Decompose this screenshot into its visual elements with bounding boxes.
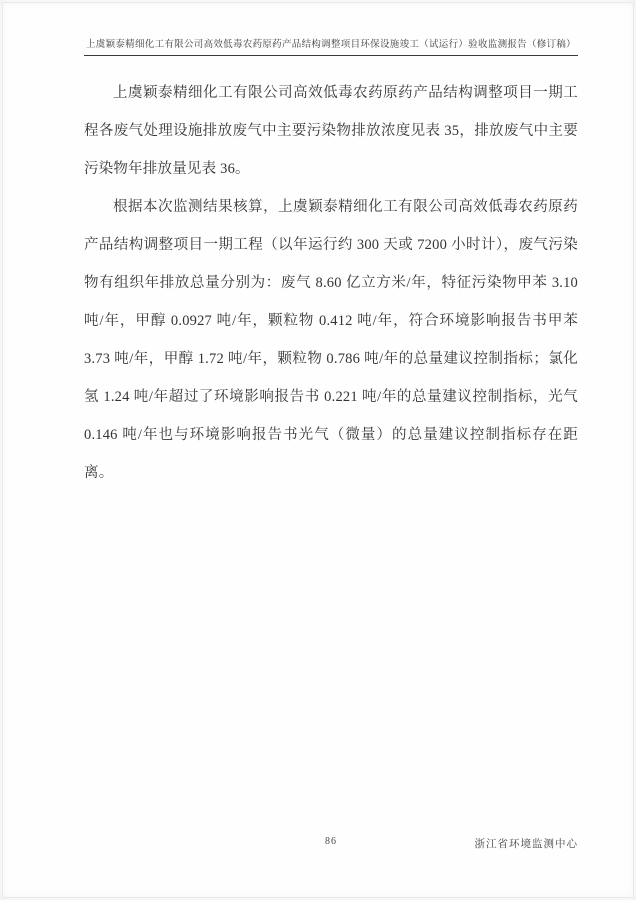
paragraph-annual-totals: 根据本次监测结果核算，上虞颖泰精细化工有限公司高效低毒农药原药产品结构调整项目一期工程（以年运行约 300 天或 7200 小时计），废气污染物有组织年排放总量分别为：废气 8.60 亿立方米/年，特征污染物甲苯 3.10 吨/年，甲醇 0.0927 吨/年，颗粒物 0.412 吨/年，符合环境影响报告书甲苯 3.73 吨/年，甲醇 1.72 吨/年，颗粒物 0.786 吨/年的总量建议控制指标；氯化氢 1.24 吨/年超过了环境影响报告书 0.221 吨/年的总量建议控制指标，光气 0.146 吨/年也与环境影响报告书光气（微量）的总量建议控制指标存在距离。 [84, 199, 578, 481]
paragraph-emission-tables: 上虞颖泰精细化工有限公司高效低毒农药原药产品结构调整项目一期工程各废气处理设施排放废气中主要污染物排放浓度见表 35，排放废气中主要污染物年排放量见表 36。 [84, 85, 578, 177]
page-footer [84, 836, 578, 852]
page-body [84, 74, 578, 492]
footer-organization: 浙江省环境监测中心 [474, 839, 578, 850]
page-number: 86 [325, 836, 337, 847]
running-header-title: 上虞颖泰精细化工有限公司高效低毒农药原药产品结构调整项目环保设施竣工（试运行）验收监测报告（修订稿） [84, 36, 578, 56]
